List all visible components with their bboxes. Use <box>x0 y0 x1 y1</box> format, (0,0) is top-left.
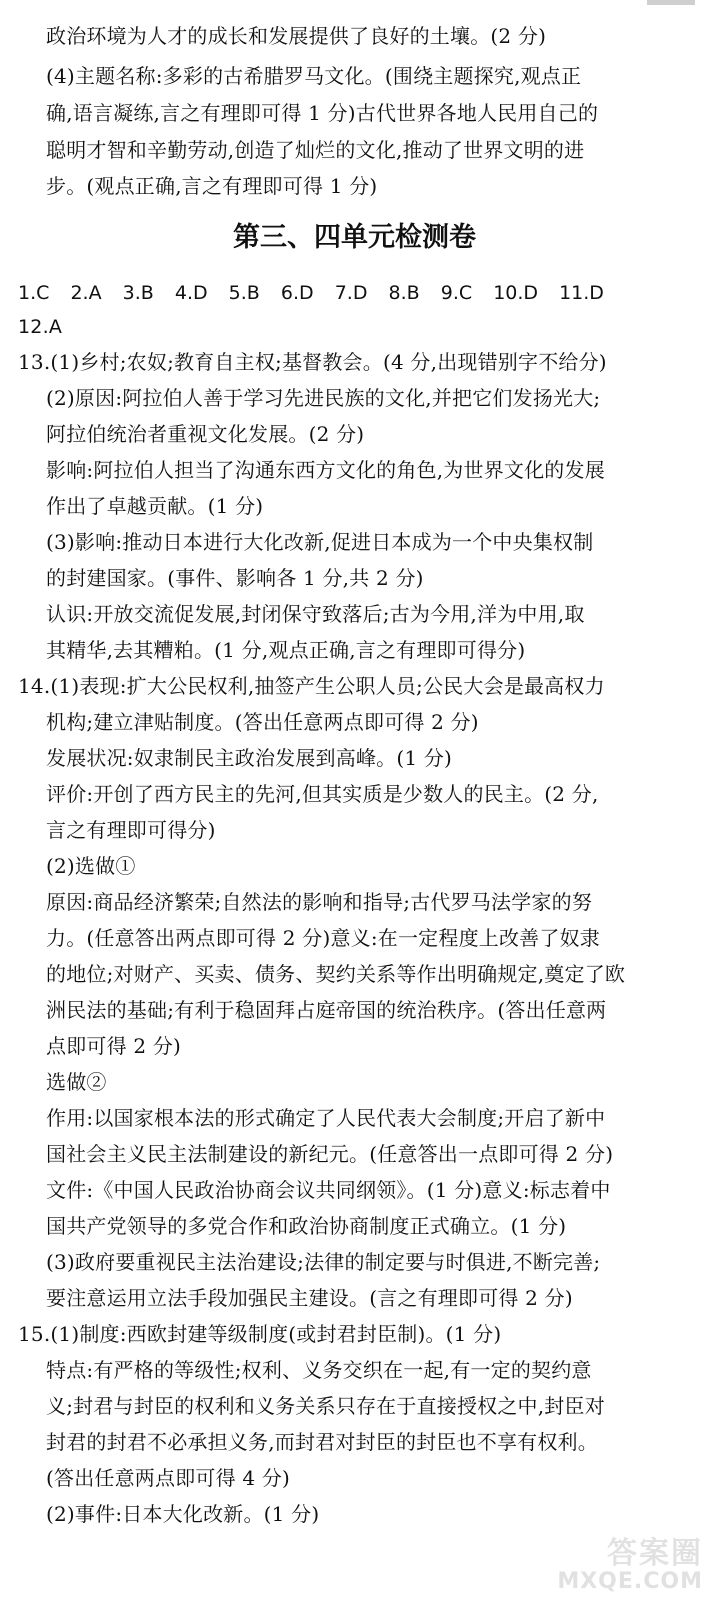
q14-line: 的地位;对财产、买卖、债务、契约关系等作出明确规定,奠定了欧 <box>46 962 626 986</box>
answer-item: 2.A <box>70 282 102 304</box>
q15-line: 15.(1)制度:西欧封建等级制度(或封君封臣制)。(1 分) <box>18 1322 502 1346</box>
choice-answers <box>18 281 619 305</box>
watermark-logo <box>551 1528 703 1594</box>
q14-line: 发展状况:奴隶制民主政治发展到高峰。(1 分) <box>46 746 453 770</box>
answer-item: 1.C <box>18 282 50 304</box>
text-line: 政治环境为人才的成长和发展提供了良好的土壤。(2 分) <box>46 24 547 48</box>
q14-line: (2)选做① <box>46 854 136 878</box>
answer-item: 4.D <box>174 282 208 304</box>
q14-line: 作用:以国家根本法的形式确定了人民代表大会制度;开启了新中 <box>46 1106 606 1130</box>
text-line: 步。(观点正确,言之有理即可得 1 分) <box>46 174 378 198</box>
top-edge-bar <box>647 0 695 5</box>
q13-line: 阿拉伯统治者重视文化发展。(2 分) <box>46 422 365 446</box>
answer-item: 11.D <box>559 282 604 304</box>
answer-item: 3.B <box>122 282 154 304</box>
q15-line: (2)事件:日本大化改新。(1 分) <box>46 1502 320 1526</box>
answer-item: 8.B <box>388 282 420 304</box>
q13-line: 13.(1)乡村;农奴;教育自主权;基督教会。(4 分,出现错别字不给分) <box>18 350 607 374</box>
q14-line: 国社会主义民主法制建设的新纪元。(任意答出一点即可得 2 分) <box>46 1142 614 1166</box>
q13-line: 的封建国家。(事件、影响各 1 分,共 2 分) <box>46 566 424 590</box>
q13-line: 认识:开放交流促发展,封闭保守致落后;古为今用,洋为中用,取 <box>46 602 585 626</box>
q14-line: 评价:开创了西方民主的先河,但其实质是少数人的民主。(2 分, <box>46 782 599 806</box>
q15-line: 封君的封君不必承担义务,而封君对封臣的封臣也不享有权利。 <box>46 1430 598 1454</box>
q14-line: 机构;建立津贴制度。(答出任意两点即可得 2 分) <box>46 710 479 734</box>
q13-line: 作出了卓越贡献。(1 分) <box>46 494 264 518</box>
q14-line: 言之有理即可得分) <box>46 818 216 842</box>
section-title: 第三、四单元检测卷 <box>233 222 476 253</box>
q14-line: 文件:《中国人民政治协商会议共同纲领》。(1 分)意义:标志着中 <box>46 1178 611 1202</box>
q13-line: (2)原因:阿拉伯人善于学习先进民族的文化,并把它们发扬光大; <box>46 386 601 410</box>
q13-line: (3)影响:推动日本进行大化改新,促进日本成为一个中央集权制 <box>46 530 594 554</box>
q14-line: 原因:商品经济繁荣;自然法的影响和指导;古代罗马法学家的努 <box>46 890 593 914</box>
q14-line: 选做② <box>46 1070 107 1094</box>
q14-line: 力。(任意答出两点即可得 2 分)意义:在一定程度上改善了奴隶 <box>46 926 600 950</box>
q15-line: 特点:有严格的等级性;权利、义务交织在一起,有一定的契约意 <box>46 1358 592 1382</box>
answer-item: 6.D <box>280 282 314 304</box>
q14-line: 国共产党领导的多党合作和政治协商制度正式确立。(1 分) <box>46 1214 567 1238</box>
q13-line: 影响:阿拉伯人担当了沟通东西方文化的角色,为世界文化的发展 <box>46 458 605 482</box>
q14-line: 洲民法的基础;有利于稳固拜占庭帝国的统治秩序。(答出任意两 <box>46 998 607 1022</box>
text-line: 聪明才智和辛勤劳动,创造了灿烂的文化,推动了世界文明的进 <box>46 138 585 162</box>
q14-line: 要注意运用立法手段加强民主建设。(言之有理即可得 2 分) <box>46 1286 573 1310</box>
text-line: (4)主题名称:多彩的古希腊罗马文化。(围绕主题探究,观点正 <box>46 64 582 88</box>
answer-item: 10.D <box>493 282 539 304</box>
watermark-text: 答案圈 <box>607 1536 703 1571</box>
answer-12: 12.A <box>18 316 63 338</box>
text-line: 确,语言凝练,言之有理即可得 1 分)古代世界各地人民用自己的 <box>46 101 599 125</box>
q15-line: 义;封君与封臣的权利和义务关系只存在于直接授权之中,封臣对 <box>46 1394 605 1418</box>
answer-item: 5.B <box>228 282 260 304</box>
answer-item: 7.D <box>334 282 368 304</box>
answer-item: 9.C <box>440 282 473 304</box>
q14-line: 14.(1)表现:扩大公民权利,抽签产生公职人员;公民大会是最高权力 <box>18 674 605 698</box>
q13-line: 其精华,去其糟粕。(1 分,观点正确,言之有理即可得分) <box>46 638 526 662</box>
q15-line: (答出任意两点即可得 4 分) <box>46 1466 291 1490</box>
q14-line: 点即可得 2 分) <box>46 1034 182 1058</box>
watermark-url: MXQE.COM <box>557 1569 703 1594</box>
q14-line: (3)政府要重视民主法治建设;法律的制定要与时俱进,不断完善; <box>46 1250 601 1274</box>
